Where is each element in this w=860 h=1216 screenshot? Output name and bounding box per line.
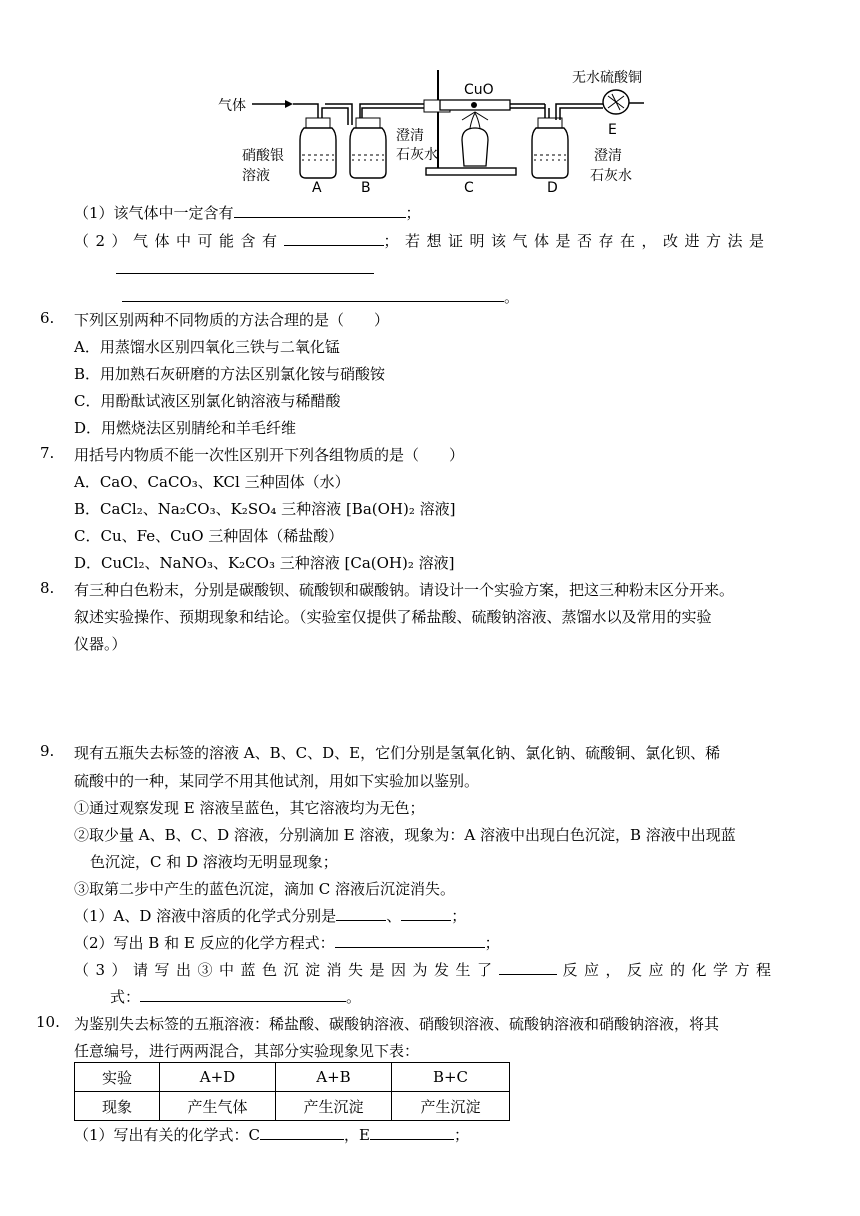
- q6-option-b: B．用加熟石灰研磨的方法区别氯化铵与硝酸铵: [74, 365, 386, 383]
- table-cell: 产生沉淀: [276, 1092, 392, 1121]
- q10-table: [74, 1062, 510, 1121]
- gas-label: 气体: [218, 98, 246, 114]
- q5-blank-1[interactable]: [234, 202, 406, 218]
- q6-stem: 下列区别两种不同物质的方法合理的是（ ）: [74, 311, 390, 329]
- q5-blank-4[interactable]: [122, 286, 504, 302]
- apparatus-diagram: [0, 0, 860, 200]
- q9-step-3: ③取第二步中产生的蓝色沉淀，滴加 C 溶液后沉淀消失。: [74, 880, 456, 898]
- q7-option-d: D．CuCl₂、NaNO₃、K₂CO₃ 三种溶液 [Ca(OH)₂ 溶液]: [74, 554, 455, 572]
- table-cell: 产生沉淀: [392, 1092, 510, 1121]
- q10-line-2: 任意编号，进行两两混合，其部分实验现象见下表：: [74, 1042, 420, 1060]
- drying-tube-e: [603, 90, 644, 114]
- limewater-d-label-2: 石灰水: [590, 168, 632, 184]
- table-cell: A+B: [276, 1063, 392, 1092]
- q6-option-a: A．用蒸馏水区别四氧化三铁与二氧化锰: [74, 338, 340, 356]
- q5-blank-3[interactable]: [116, 258, 374, 278]
- q9-blank-equation-2[interactable]: [140, 986, 346, 1002]
- table-cell: 现象: [75, 1092, 160, 1121]
- q10-line-1: 为鉴别失去标签的五瓶溶液：稀盐酸、碳酸钠溶液、硝酸钡溶液、硫酸钠溶液和硝酸钠溶液，将其: [74, 1015, 720, 1033]
- q10-part1: （1）写出有关的化学式：C ，E ；: [74, 1126, 469, 1144]
- q6-option-d: D．用燃烧法区别腈纶和羊毛纤维: [74, 419, 297, 437]
- letter-e: E: [608, 122, 617, 138]
- q9-blank-equation[interactable]: [335, 932, 485, 948]
- q8-line-3: 仪器。）: [74, 635, 127, 653]
- q6-option-c: C．用酚酞试液区别氯化钠溶液与稀醋酸: [74, 392, 341, 410]
- q8-number: 8.: [40, 579, 55, 597]
- q9-blank-d[interactable]: [401, 905, 451, 921]
- q5-part2: （2）气体中可能含有 ；若想证明该气体是否存在，改进方法是: [74, 232, 771, 250]
- table-row: [75, 1092, 510, 1121]
- q9-part3: （3）请写出③中蓝色沉淀消失是因为发生了 反应，反应的化学方程: [74, 961, 778, 979]
- q7-option-a: A．CaO、CaCO₃、KCl 三种固体（水）: [74, 473, 350, 491]
- q8-line-2: 叙述实验操作、预期现象和结论。（实验室仅提供了稀盐酸、硫酸钠溶液、蒸馏水以及常用的实验: [74, 608, 712, 626]
- letter-a: A: [312, 180, 322, 196]
- bottle-a: [300, 118, 336, 178]
- table-cell: A+D: [160, 1063, 276, 1092]
- limewater-d-label-1: 澄清: [594, 148, 622, 164]
- table-row: [75, 1063, 510, 1092]
- q7-stem: 用括号内物质不能一次性区别开下列各组物质的是（ ）: [74, 446, 465, 464]
- q9-step-2-cont: 色沉淀，C 和 D 溶液均无明显现象；: [90, 853, 338, 871]
- anhydrous-label: 无水硫酸铜: [572, 70, 642, 86]
- q5-blank-4-line: 。: [122, 286, 519, 307]
- q9-step-1: ①通过观察发现 E 溶液呈蓝色，其它溶液均为无色；: [74, 799, 425, 817]
- q9-number: 9.: [40, 742, 55, 760]
- q5-part1: （1）该气体中一定含有 ；: [74, 204, 421, 222]
- q9-line-2: 硫酸中的一种，某同学不用其他试剂，用如下实验加以鉴别。: [74, 772, 480, 790]
- letter-d: D: [547, 180, 558, 196]
- q9-blank-a[interactable]: [336, 905, 386, 921]
- q7-number: 7.: [40, 444, 55, 462]
- q9-part2: （2）写出 B 和 E 反应的化学方程式： ；: [74, 934, 500, 952]
- table-cell: 实验: [75, 1063, 160, 1092]
- cuo-label: CuO: [464, 82, 494, 98]
- bottle-d: [532, 104, 603, 178]
- limewater-b-label-2: 石灰水: [396, 147, 438, 163]
- silver-nitrate-label-1: 硝酸银: [242, 148, 284, 164]
- limewater-b-label-1: 澄清: [396, 128, 424, 144]
- bottle-b: [350, 118, 386, 178]
- q7-option-b: B．CaCl₂、Na₂CO₃、K₂SO₄ 三种溶液 [Ba(OH)₂ 溶液]: [74, 500, 456, 518]
- table-cell: 产生气体: [160, 1092, 276, 1121]
- q8-line-1: 有三种白色粉末，分别是碳酸钡、硫酸钡和碳酸钠。请设计一个实验方案，把这三种粉末区分开来。: [74, 581, 735, 599]
- q9-step-2: ②取少量 A、B、C、D 溶液，分别滴加 E 溶液，现象为：A 溶液中出现白色沉淀，B 溶液中出现蓝: [74, 826, 736, 844]
- q10-blank-c[interactable]: [260, 1124, 344, 1140]
- q9-blank-reaction-type[interactable]: [499, 959, 557, 975]
- q5-blank-2[interactable]: [284, 230, 384, 246]
- q7-option-c: C．Cu、Fe、CuO 三种固体（稀盐酸）: [74, 527, 344, 545]
- table-cell: B+C: [392, 1063, 510, 1092]
- letter-c: C: [464, 180, 474, 196]
- letter-b: B: [361, 180, 371, 196]
- q10-number: 10.: [36, 1013, 60, 1031]
- q6-number: 6.: [40, 309, 55, 327]
- q9-part3-cont: 式： 。: [110, 988, 362, 1006]
- q10-blank-e[interactable]: [370, 1124, 454, 1140]
- q9-part1: （1）A、D 溶液中溶质的化学式分别是 、 ；: [74, 907, 467, 925]
- q9-line-1: 现有五瓶失去标签的溶液 A、B、C、D、E，它们分别是氢氧化钠、氯化钠、硫酸铜、氯化钡、稀: [74, 744, 721, 762]
- silver-nitrate-label-2: 溶液: [242, 168, 270, 184]
